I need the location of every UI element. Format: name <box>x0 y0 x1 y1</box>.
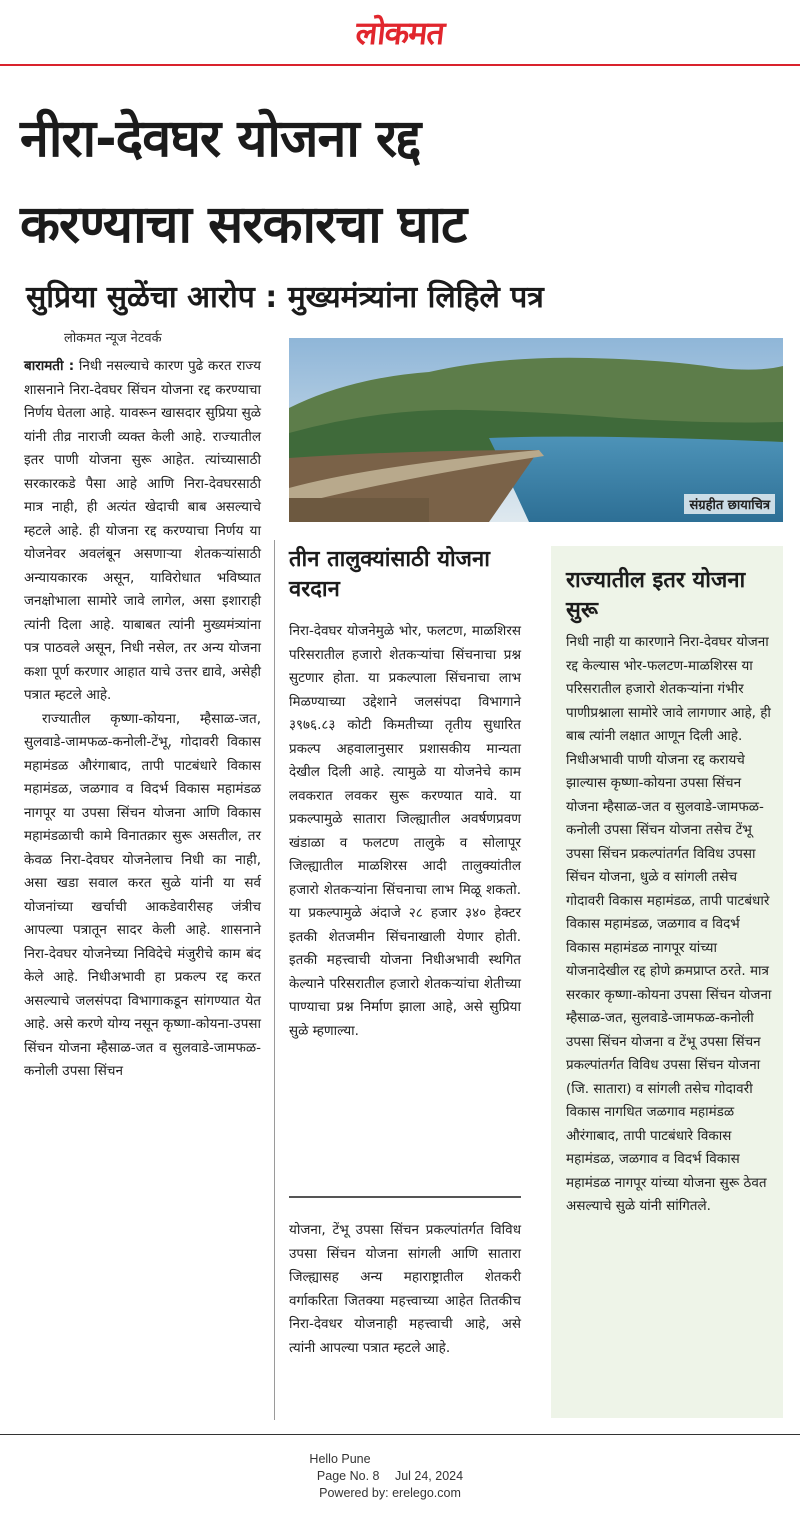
footer-page-number: Page No. 8 <box>316 1469 380 1483</box>
subheadline: सुप्रिया सुळेंचा आरोप : मुख्यमंत्र्यांना लिहिले पत्र <box>26 280 544 315</box>
byline: लोकमत न्यूज नेटवर्क <box>64 331 162 346</box>
headline-line-1: नीरा-देवघर योजना रद्द <box>20 109 421 169</box>
column-1-paragraph-2: राज्यातील कृष्णा-कोयना, म्हैसाळ-जत, सुलवाडे-जामफळ-कनोली-टेंभू, गोदावरी विकास महामंडळ औरंगाबाद, तापी पाटबंधारे विकास महामंडळ, जळगाव व विदर्भ विकास महामंडळ नागपूर या उपसा सिंचन योजना आणि विकास महामंडळाची कामे विनातक्रार सुरू असतील, तर केवळ निरा-देवघर योजनेलाच निधी का नाही, असा खडा सवाल करत सुळे यांनी या सर्व योजनांच्या खर्चाची आकडेवारीसह जंत्रीच आपल्या पत्रातून सादर केली आहे. शासनाने निरा-देवघर योजनेच्या निविदेचे मंजुरीचे काम बंद केले आहे. निधीअभावी हा प्रकल्प रद्द करत असल्याचे जलसंपदा विभागाकडून सांगण्यात येत आहे. असे करणे योग्य नसून कृष्णा-कोयना-उपसा सिंचन योजना म्हैसाळ-जत व सुलवाडे-जामफळ-कनोली उपसा सिंचन <box>24 710 261 1079</box>
column-1-paragraph-1-text: निधी नसल्याचे कारण पुढे करत राज्य शासनाने निरा-देवघर सिंचन योजना रद्द करण्याचा निर्णय घेतला आहे. यावरून खासदार सुप्रिया सुळे यांनी तीव्र नाराजी व्यक्त केली आहे. राज्यातील इतर पाणी योजना सुरू आहेत. त्यांच्यासाठी सरकारकडे पैसा आहे आणि निरा-देवघरसाठी मात्र नाही, ही अत्यंत खेदाची बाब असल्याचे म्हटले आहे. ही योजना रद्द करण्याचा निर्णय या योजनेवर अवलंबून असणाऱ्या शेतकऱ्यांसाठी अन्यायकारक असून, याविरोधात भविष्यात जनक्षोभाला सामोरे जावे लागेल, असा इशाराही त्यांनी दिला आहे. याबाबत त्यांनी मुख्यमंत्र्यांना पत्र पाठवले असून, निधी नसेल, तर अन्य योजना कशा पूर्ण करणार आहात याचे उत्तर द्यावे, असेही पत्रात म्हटले आहे. <box>24 358 261 703</box>
footer-divider <box>0 1434 800 1435</box>
sidebar-title: राज्यातील इतर योजना सुरू <box>566 568 746 623</box>
dam-photo <box>289 338 783 522</box>
dateline: बारामती : <box>24 358 75 374</box>
masthead-logo: लोकमत <box>353 13 446 52</box>
column-2-text: निरा-देवघर योजनेमुळे भोर, फलटण, माळशिरस परिसरातील हजारो शेतकऱ्यांचा सिंचनाचा प्रश्न सुटणार होता. या प्रकल्पाला सिंचनाचा लाभ मिळण्याच्या उद्देशाने जलसंपदा विभागाने ३९७६.८३ कोटी किमतीच्या तृतीय सुधारित प्रकल्प अहवालानुसार प्रशासकीय मान्यता देखील दिली आहे. त्यामुळे या योजनेचे काम लवकरात लवकर सुरू करण्यात यावे. या प्रकल्पामुळे सातारा जिल्ह्यातील अवर्षणप्रवण खंडाळा व फलटण तालुके व सोलापूर जिल्ह्यातील माळशिरस आदी तालुक्यांतील हजारो शेतकऱ्यांना सिंचनाचा लाभ मिळू शकतो. या प्रकल्पामुळे अंदाजे २८ हजार ३४० हेक्टर इतकी शेतजमीन सिंचनाखाली येणार होती. इतकी महत्त्वाची योजना निधीअभावी स्थगित केल्याने परिसरातील हजारो शेतकऱ्यांचा शेतीच्या पाण्याचा प्रश्न निर्माण झाला आहे, असे सुप्रिया सुळे म्हणाल्या. <box>289 623 521 1039</box>
footer-powered-by[interactable]: Powered by: erelego.com <box>319 1486 461 1500</box>
column-divider <box>274 540 275 1420</box>
article-column-2-continued <box>289 1219 521 1360</box>
article-column-1 <box>24 355 261 1084</box>
masthead <box>0 0 800 66</box>
headline-line-2: करण्याचा सरकारचा घाट <box>20 195 467 255</box>
footer <box>0 1451 800 1502</box>
article-column-2 <box>289 620 521 1043</box>
headline <box>20 96 780 268</box>
sidebar-column <box>566 631 776 1219</box>
column-1-paragraph-1 <box>24 355 261 708</box>
footer-publication: Hello Pune <box>309 1452 371 1466</box>
middle-section-title: तीन तालुक्यांसाठी योजना वरदान <box>289 547 490 602</box>
middle-section-divider <box>289 1196 521 1198</box>
photo-caption: संग्रहीत छायाचित्र <box>684 494 775 514</box>
footer-date: Jul 24, 2024 <box>394 1469 464 1483</box>
sidebar-text: निधी नाही या कारणाने निरा-देवघर योजना रद्द केल्यास भोर-फलटण-माळशिरस या परिसरातील हजारो शेतकऱ्यांना गंभीर पाणीप्रश्नाला सामोरे जावे लागणार आहे, ही बाब त्यांनी लक्षात आणून दिली आहे. निधीअभावी पाणी योजना रद्द करायचे झाल्यास कृष्णा-कोयना उपसा सिंचन योजना म्हैसाळ-जत व सुलवाडे-जामफळ-कनोली उपसा सिंचन योजना तसेच टेंभू उपसा सिंचन प्रकल्पांतर्गत विविध उपसा सिंचन योजना, धुळे व सांगली तसेच गोदावरी विकास महामंडळ, तापी पाटबंधारे विकास महामंडळ, जळगाव व विदर्भ विकास महामंडळ नागपूर यांच्या योजनादेखील रद्द होणे क्रमप्राप्त ठरते. मात्र सरकार कृष्णा-कोयना उपसा सिंचन योजना म्हैसाळ-जत, सुलवाडे-जामफळ-कनोली उपसा सिंचन योजना व टेंभू उपसा सिंचन प्रकल्पांतर्गत विविध उपसा सिंचन योजना (जि. सातारा) व सांगली तसेच गोदावरी विकास नागधित जळगाव महामंडळ औरंगाबाद, तापी पाटबंधारे विकास महामंडळ, जळगाव व विदर्भ विकास महामंडळ नागपूर यांच्या योजना सुरू ठेवत असल्याचे सुळे यांनी सांगितले. <box>566 634 772 1214</box>
footer-page-info <box>0 1468 790 1485</box>
column-2-continued-text: योजना, टेंभू उपसा सिंचन प्रकल्पांतर्गत विविध उपसा सिंचन योजना सांगली आणि सातारा जिल्ह्यासह अन्य महाराष्ट्रातील शेतकरी वर्गाकरिता जितक्या महत्त्वाच्या आहेत तितकीच निरा-देवधर योजनाही महत्त्वाची आहे, असे त्यांनी आपल्या पत्रात म्हटले आहे. <box>289 1222 521 1356</box>
